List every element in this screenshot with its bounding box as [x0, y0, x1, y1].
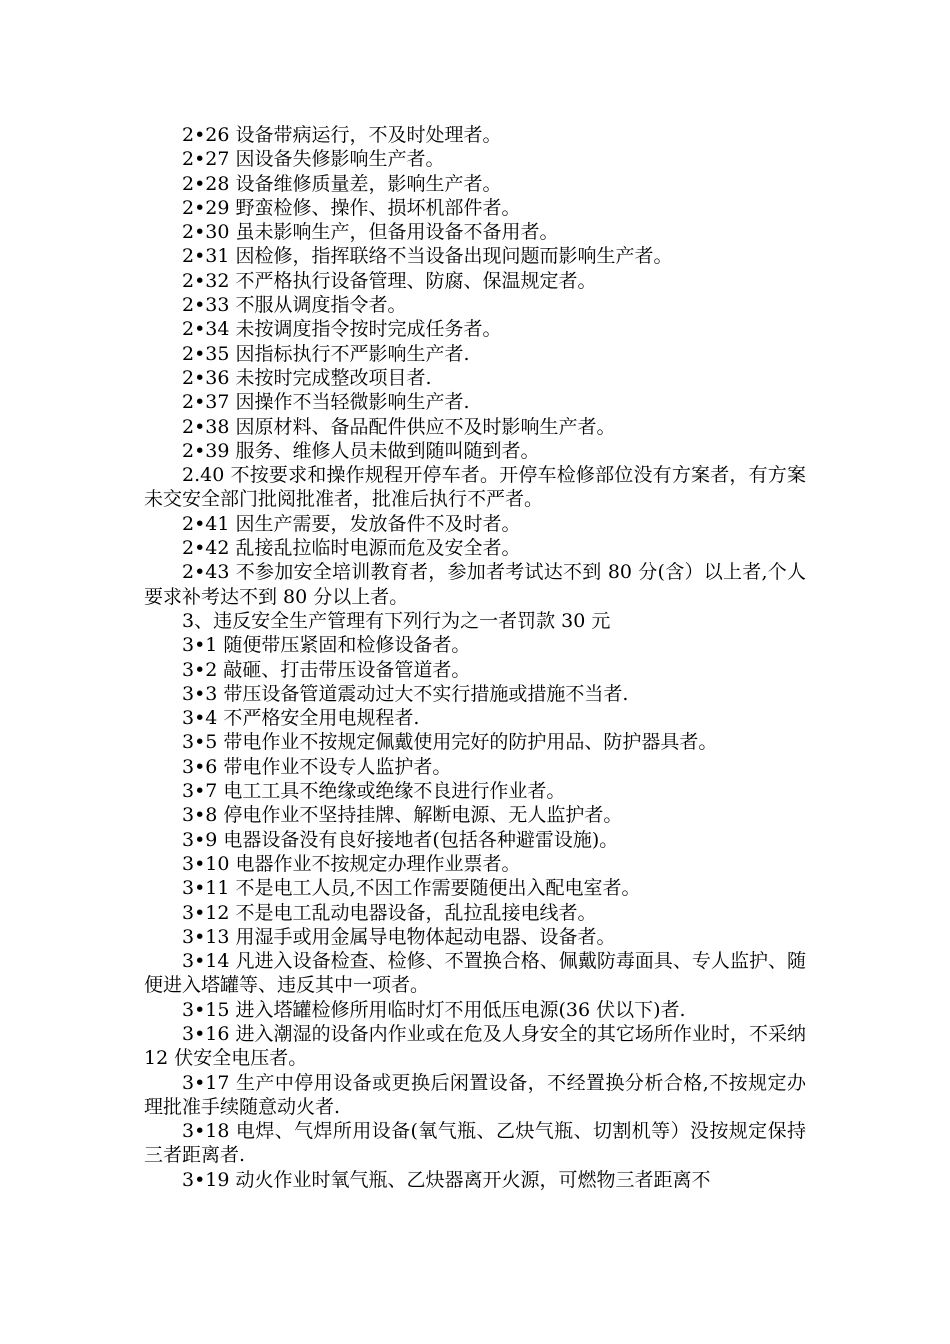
- paragraph-3-12: 3•12 不是电工乱动电器设备，乱拉乱接电线者。: [182, 901, 597, 924]
- paragraph-2-29: 2•29 野蛮检修、操作、损坏机部件者。: [182, 196, 521, 219]
- paragraph-3-16: 3•16 进入潮湿的设备内作业或在危及人身安全的其它场所作业时，不采纳 12 伏安全电压者。: [144, 1022, 806, 1070]
- paragraph-2-33: 2•33 不服从调度指令者。: [182, 294, 407, 317]
- paragraph-2-41: 2•41 因生产需要，发放备件不及时者。: [182, 512, 521, 535]
- paragraph-2-43: 2•43 不参加安全培训教育者，参加者考试达不到 80 分(含）以上者,个人要求补考达不到 80 分以上者。: [144, 561, 806, 608]
- paragraph-3-13: 3•13 用湿手或用金属导电物体起动电器、设备者。: [182, 925, 616, 948]
- paragraph-3-4: 3•4 不严格安全用电规程者.: [182, 707, 420, 730]
- paragraph-2-38: 2•38 因原材料、备品配件供应不及时影响生产者。: [182, 415, 616, 438]
- paragraph-2-32: 2•32 不严格执行设备管理、防腐、保温规定者。: [182, 269, 597, 292]
- paragraph-2-28: 2•28 设备维修质量差，影响生产者。: [182, 172, 502, 195]
- document-body: [144, 123, 806, 1192]
- paragraph-2-42: 2•42 乱接乱拉临时电源而危及安全者。: [182, 537, 521, 560]
- paragraph-2-27: 2•27 因设备失修影响生产者。: [182, 148, 445, 171]
- paragraph-3-11: 3•11 不是电工人员,不因工作需要随便出入配电室者。: [182, 877, 641, 900]
- paragraph-3-15: 3•15 进入塔罐检修所用临时灯不用低压电源(36 伏以下)者.: [182, 998, 686, 1021]
- paragraph-2-35: 2•35 因指标执行不严影响生产者.: [182, 342, 470, 365]
- paragraph-3-7: 3•7 电工工具不绝缘或绝缘不良进行作业者。: [182, 780, 566, 803]
- paragraph-2-40: 2.40 不按要求和操作规程开停车者。开停车检修部位没有方案者，有方案未交安全部门批阅批准者，批准后执行不严者。: [144, 464, 806, 511]
- paragraph-3-10: 3•10 电器作业不按规定办理作业票者。: [182, 852, 521, 875]
- paragraph-2-30: 2•30 虽未影响生产，但备用设备不备用者。: [182, 221, 559, 244]
- paragraph-3-18: 3•18 电焊、气焊所用设备(氧气瓶、乙炔气瓶、切割机等）没按规定保持三者距离者.: [144, 1120, 806, 1167]
- paragraph-3-9: 3•9 电器设备没有良好接地者(包括各种避雷设施)。: [182, 828, 619, 851]
- paragraph-2-36: 2•36 未按时完成整改项目者.: [182, 366, 432, 389]
- paragraph-2-34: 2•34 未按调度指令按时完成任务者。: [182, 318, 502, 341]
- paragraph-3-8: 3•8 停电作业不坚持挂牌、解断电源、无人监护者。: [182, 804, 623, 827]
- paragraph-3-6: 3•6 带电作业不设专人监护者。: [182, 755, 452, 778]
- paragraph-2-37: 2•37 因操作不当轻微影响生产者.: [182, 391, 470, 414]
- paragraph-3-14: 3•14 凡进入设备检查、检修、不置换合格、佩戴防毒面具、专人监护、随便进入塔罐等、违反其中一项者。: [144, 950, 806, 997]
- paragraph-3-2: 3•2 敲砸、打击带压设备管道者。: [182, 658, 471, 681]
- paragraph-3-1: 3•1 随便带压紧固和检修设备者。: [182, 634, 471, 657]
- paragraph-3-17: 3•17 生产中停用设备或更换后闲置设备，不经置换分析合格,不按规定办理批准手续随意动火者.: [144, 1071, 806, 1118]
- section-heading-3: 3、违反安全生产管理有下列行为之一者罚款 30 元: [182, 609, 611, 632]
- paragraph-2-39: 2•39 服务、维修人员未做到随叫随到者。: [182, 439, 540, 462]
- paragraph-2-31: 2•31 因检修，指挥联络不当设备出现问题而影响生产者。: [182, 245, 673, 268]
- paragraph-2-26: 2•26 设备带病运行，不及时处理者。: [182, 124, 502, 146]
- paragraph-3-19: 3•19 动火作业时氧气瓶、乙炔器离开火源，可燃物三者距离不: [182, 1168, 711, 1191]
- paragraph-3-3: 3•3 带压设备管道震动过大不实行措施或措施不当者.: [182, 682, 629, 705]
- paragraph-3-5: 3•5 带电作业不按规定佩戴使用完好的防护用品、防护器具者。: [182, 731, 718, 754]
